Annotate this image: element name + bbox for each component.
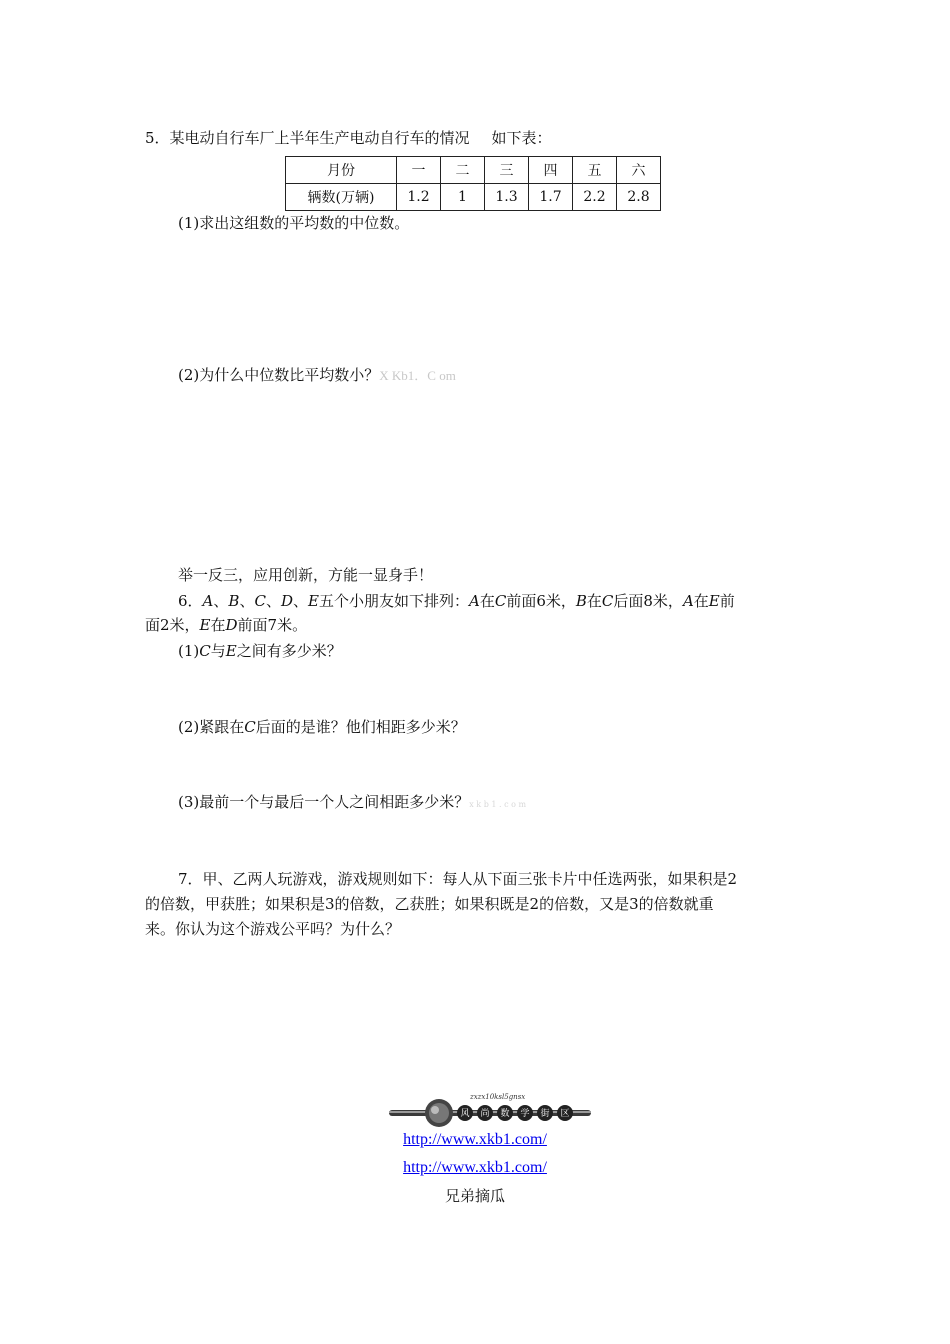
logo-small-text: zxzx10ksl5gnsx [470, 1093, 526, 1101]
q5-sub2-text: (2)为什么中位数比平均数小？ [178, 366, 380, 384]
footer-link-2-wrap [0, 1158, 950, 1177]
var-e: E [199, 616, 211, 634]
table-header-cell: 一 [397, 157, 441, 184]
logo-char: 尚 [480, 1109, 490, 1119]
var-c: C [199, 642, 211, 660]
var-a: A [682, 592, 694, 610]
table-header-cell: 四 [529, 157, 573, 184]
logo-char: 风 [460, 1109, 470, 1119]
q6-text: (2)紧跟在 [178, 718, 245, 736]
table-header-cell: 五 [573, 157, 617, 184]
var-d: D [225, 616, 238, 634]
logo-char: 区 [560, 1109, 570, 1119]
table-header-row [286, 157, 661, 184]
var-a: A [468, 592, 480, 610]
table-cell: 2.2 [573, 184, 617, 211]
watermark-text: X Kb1．C om [379, 368, 456, 383]
var-e: E [225, 642, 237, 660]
faint-watermark: x k b 1 . c o m [469, 800, 527, 809]
footer-link-2[interactable]: http://www.xkb1.com/ [403, 1159, 547, 1176]
q5-intro-tail: 如下表： [491, 129, 552, 147]
var-c: C [244, 718, 256, 736]
q6-number: 6． [178, 592, 203, 610]
q7-line3: 来。你认为这个游戏公平吗？为什么？ [145, 920, 401, 938]
var-c: C [601, 592, 614, 610]
table-header-cell: 六 [617, 157, 661, 184]
separator: 、 [265, 592, 281, 610]
table-row [286, 184, 661, 211]
q6-text: 在 [693, 592, 709, 610]
logo-char: 数 [500, 1109, 510, 1119]
q6-text: 在 [479, 592, 495, 610]
table-header-cell: 二 [441, 157, 485, 184]
q7-line2: 的倍数，甲获胜；如果积是3的倍数，乙获胜；如果积既是2的倍数，又是3的倍数就重 [145, 895, 714, 913]
q6-text: 在 [210, 616, 226, 634]
table-row-label: 辆数(万辆) [286, 184, 397, 211]
logo-char: 街 [540, 1109, 550, 1119]
q6-text: 前面7米。 [237, 616, 308, 634]
q6-text: 在 [586, 592, 602, 610]
separator: 、 [292, 592, 308, 610]
table-header-cell: 三 [485, 157, 529, 184]
q5-intro [145, 127, 552, 148]
separator: 、 [239, 592, 255, 610]
var-d: D [280, 592, 293, 610]
separator: 、 [213, 592, 229, 610]
q7-line1: 7．甲、乙两人玩游戏，游戏规则如下：每人从下面三张卡片中任选两张，如果积是2 [178, 870, 738, 888]
q6-sub2 [178, 716, 466, 737]
q6-text: 五个小朋友如下排列： [318, 592, 469, 610]
table-cell: 1.3 [485, 184, 529, 211]
q5-sub1: (1)求出这组数的平均数的中位数。 [178, 214, 410, 232]
q6-text: (3)最前一个与最后一个人之间相距多少米？ [178, 793, 470, 811]
q6-sub1-label: (1) [178, 642, 200, 660]
table-cell: 1 [441, 184, 485, 211]
q6-text: 后面的是谁？他们相距多少米？ [255, 718, 466, 736]
table-cell: 1.2 [397, 184, 441, 211]
var-a: A [202, 592, 214, 610]
q6-text: 前 [719, 592, 735, 610]
var-b: B [575, 592, 587, 610]
footer-text: 兄弟摘瓜 [444, 1187, 505, 1205]
var-e: E [708, 592, 720, 610]
q6-line2 [145, 614, 307, 635]
var-b: B [228, 592, 240, 610]
logo-char: 学 [520, 1109, 530, 1119]
production-table [285, 156, 661, 211]
site-logo [385, 1094, 595, 1128]
table-header-cell: 月份 [286, 157, 397, 184]
q6-text: 前面6米， [506, 592, 576, 610]
q5-intro-text: 5．某电动自行车厂上半年生产电动自行车的情况 [145, 129, 470, 147]
var-c: C [254, 592, 266, 610]
q6-text: 后面8米， [613, 592, 683, 610]
section-title: 举一反三，应用创新，方能一显身手！ [178, 566, 434, 584]
q6-sub3 [178, 791, 526, 812]
table-cell: 1.7 [529, 184, 573, 211]
q6-line1 [178, 590, 735, 611]
var-e: E [308, 592, 319, 610]
footer-link-1-wrap [0, 1130, 950, 1149]
q5-sub2 [178, 364, 456, 385]
footer-link-1[interactable]: http://www.xkb1.com/ [403, 1131, 547, 1148]
var-c: C [494, 592, 507, 610]
q6-sub1 [178, 640, 342, 661]
q6-text: 面2米， [145, 616, 200, 634]
q6-text: 与 [210, 642, 226, 660]
q6-text: 之间有多少米？ [236, 642, 342, 660]
table-cell: 2.8 [617, 184, 661, 211]
